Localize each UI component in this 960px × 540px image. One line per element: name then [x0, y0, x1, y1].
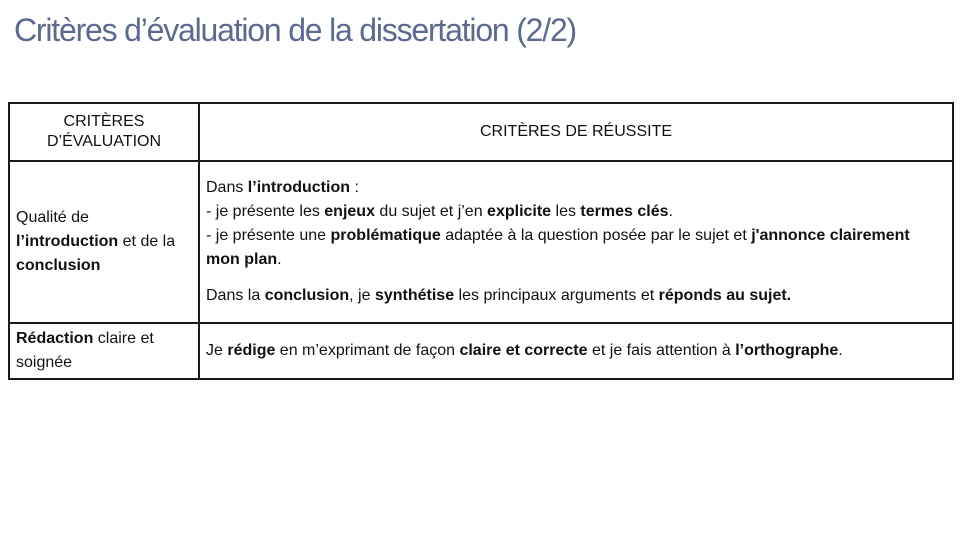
- criterion-cell: [9, 161, 199, 323]
- emphasis-text: termes clés: [580, 203, 669, 220]
- table-row: [9, 161, 953, 323]
- text-run: .: [668, 203, 673, 220]
- success-line: [206, 284, 946, 308]
- emphasis-text: explicite: [487, 203, 552, 220]
- header-evaluation-criteria: CRITÈRES D’ÉVALUATION: [9, 103, 199, 161]
- emphasis-text: conclusion: [264, 287, 350, 304]
- text-run: - je présente une: [206, 227, 331, 244]
- emphasis-text: problématique: [330, 227, 441, 244]
- success-line: [206, 224, 946, 272]
- paragraph-gap: [206, 272, 946, 284]
- emphasis-text: réponds au sujet.: [658, 287, 792, 304]
- emphasis-text: synthétise: [374, 287, 455, 304]
- header-success-criteria: CRITÈRES DE RÉUSSITE: [199, 103, 953, 161]
- text-run: Je: [206, 342, 228, 359]
- slide-title: Critères d’évaluation de la dissertation (2/2): [14, 12, 577, 48]
- emphasis-text: l’orthographe: [735, 342, 839, 359]
- text-run: .: [277, 251, 282, 268]
- emphasis-text: j'annonce clairement mon plan: [206, 227, 910, 268]
- text-run: - je présente les: [206, 203, 325, 220]
- criteria-table: [8, 102, 954, 380]
- text-run: et de la: [118, 233, 176, 250]
- emphasis-text: conclusion: [16, 257, 101, 274]
- text-run: Dans: [206, 179, 248, 196]
- success-line: [206, 200, 946, 224]
- emphasis-text: l’introduction: [247, 179, 350, 196]
- success-cell: [199, 161, 953, 323]
- text-run: adaptée à la question posée par le sujet et: [440, 227, 752, 244]
- emphasis-text: l’introduction: [16, 233, 119, 250]
- text-run: les principaux arguments et: [454, 287, 659, 304]
- emphasis-text: claire et correcte: [459, 342, 588, 359]
- text-run: Dans la: [206, 287, 265, 304]
- success-line: [206, 176, 946, 200]
- success-cell: [199, 323, 953, 379]
- emphasis-text: Rédaction: [16, 330, 94, 347]
- success-line: [206, 339, 946, 363]
- text-run: .: [838, 342, 843, 359]
- text-run: du sujet et j’en: [374, 203, 488, 220]
- text-run: :: [350, 179, 359, 196]
- text-run: Qualité de: [16, 209, 89, 226]
- emphasis-text: rédige: [227, 342, 276, 359]
- table-row: [9, 323, 953, 379]
- table-header-row: [9, 103, 953, 161]
- text-run: et je fais attention à: [587, 342, 736, 359]
- text-run: les: [551, 203, 581, 220]
- emphasis-text: enjeux: [324, 203, 375, 220]
- text-run: claire et soignée: [16, 330, 154, 371]
- text-run: en m’exprimant de façon: [275, 342, 460, 359]
- text-run: , je: [349, 287, 375, 304]
- criterion-cell: [9, 323, 199, 379]
